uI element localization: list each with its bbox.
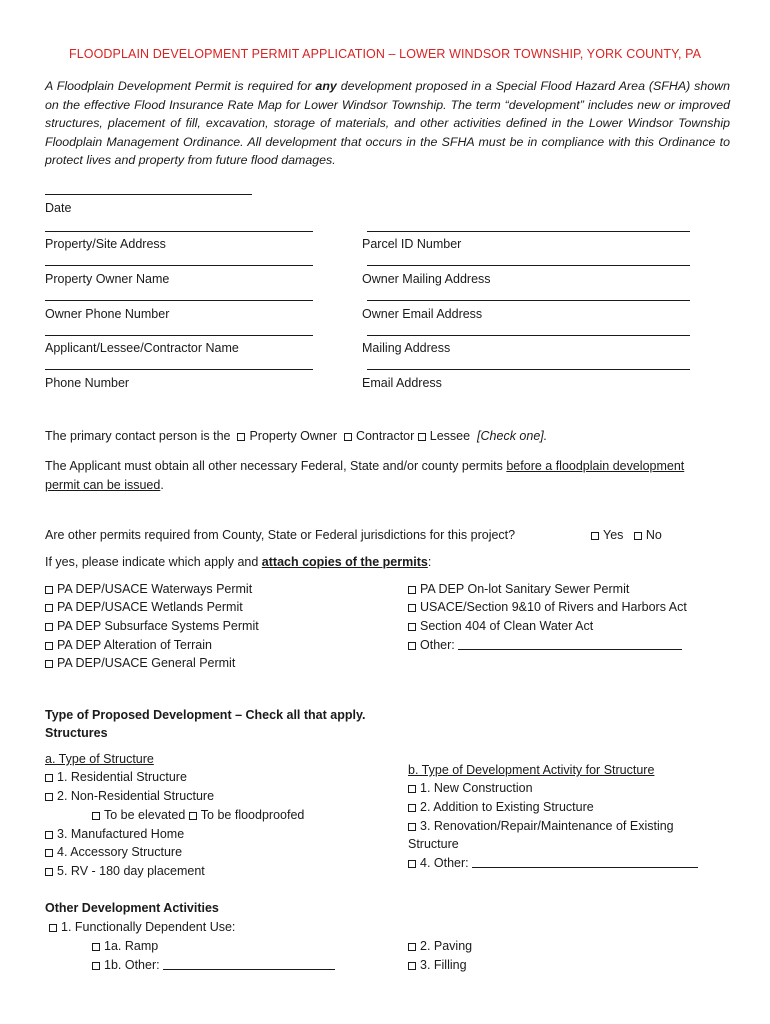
owner-mailing-label: Owner Mailing Address <box>362 272 491 286</box>
permit-item: Section 404 of Clean Water Act <box>408 619 593 633</box>
activity-item: 1. New Construction <box>408 781 533 795</box>
owner-email-label: Owner Email Address <box>362 307 483 321</box>
permit-checkbox[interactable] <box>408 623 416 631</box>
other-activity-checkbox[interactable] <box>408 943 416 951</box>
indicate-permits-label: If yes, please indicate which apply and attach copies of the permits: <box>45 555 432 569</box>
lessee-checkbox[interactable] <box>418 433 426 441</box>
no-label: No <box>645 528 662 542</box>
structure-type-heading: a. Type of Structure <box>45 752 154 766</box>
no-checkbox[interactable] <box>634 532 642 540</box>
permit-item: PA DEP/USACE Waterways Permit <box>45 582 252 596</box>
intro-paragraph: A Floodplain Development Permit is required for any development proposed in a Special Flood Hazard Area (SFHA) shown on the effective Flood Insurance Rate Map for Lower Windsor Township. The term “development” includes new or improved structures, placement of fill, excavation, storage of materials, and other activities defined in the Lower Windsor Township Floodplain Management Ordinance. All development that occurs in the SFHA must be in compliance with this Ordinance to protect lives and property from future flood damages. <box>45 79 731 168</box>
owner-email-field[interactable] <box>367 300 690 301</box>
parcel-id-field[interactable] <box>367 231 690 232</box>
structure-checkbox[interactable] <box>45 831 53 839</box>
email-field[interactable] <box>367 369 690 370</box>
yes-checkbox[interactable] <box>591 532 599 540</box>
permit-other-field[interactable] <box>458 638 682 650</box>
activity-item-continued: Structure <box>408 837 459 851</box>
mailing-address-label: Mailing Address <box>362 341 451 355</box>
yes-label: Yes <box>603 528 624 542</box>
other-activity-item: 3. Filling <box>408 958 467 972</box>
activity-type-heading: b. Type of Development Activity for Structure <box>408 763 655 777</box>
page-title: FLOODPLAIN DEVELOPMENT PERMIT APPLICATION – LOWER WINDSOR TOWNSHIP, YORK COUNTY, PA <box>69 47 702 61</box>
permit-checkbox[interactable] <box>45 604 53 612</box>
other-activity-item: 1a. Ramp <box>92 939 158 953</box>
owner-phone-field[interactable] <box>45 300 313 301</box>
structure-checkbox[interactable] <box>45 774 53 782</box>
permit-checkbox[interactable] <box>45 642 53 650</box>
date-field[interactable] <box>45 194 252 195</box>
floodproofed-label: To be floodproofed <box>200 808 305 822</box>
check-one-note: [Check one]. <box>477 429 548 443</box>
other-activity-other-field[interactable] <box>163 958 335 970</box>
permits-note: The Applicant must obtain all other necessary Federal, State and/or county permits before a floodplain development permit can be issued. <box>45 459 685 492</box>
activity-item: 4. Other: <box>408 856 698 870</box>
property-address-label: Property/Site Address <box>45 237 166 251</box>
other-activity-item: 1b. Other: <box>92 958 335 972</box>
activity-checkbox[interactable] <box>408 804 416 812</box>
date-label: Date <box>45 201 72 215</box>
phone-field[interactable] <box>45 369 313 370</box>
activity-other-field[interactable] <box>472 856 698 868</box>
email-label: Email Address <box>362 376 442 390</box>
owner-name-field[interactable] <box>45 265 313 266</box>
activity-checkbox[interactable] <box>408 785 416 793</box>
permit-item: PA DEP Subsurface Systems Permit <box>45 619 259 633</box>
elevated-checkbox[interactable] <box>92 812 100 820</box>
permit-checkbox[interactable] <box>408 586 416 594</box>
contractor-label: Contractor <box>355 429 415 443</box>
applicant-name-label: Applicant/Lessee/Contractor Name <box>45 341 239 355</box>
lessee-label: Lessee <box>429 429 471 443</box>
permit-checkbox[interactable] <box>408 642 416 650</box>
floodproofed-checkbox[interactable] <box>189 812 197 820</box>
primary-contact-row <box>45 429 547 443</box>
owner-phone-label: Owner Phone Number <box>45 307 170 321</box>
owner-mailing-field[interactable] <box>367 265 690 266</box>
primary-contact-label: The primary contact person is the <box>45 429 231 443</box>
mailing-address-field[interactable] <box>367 335 690 336</box>
permit-item: PA DEP Alteration of Terrain <box>45 638 212 652</box>
permit-checkbox[interactable] <box>45 623 53 631</box>
activity-checkbox[interactable] <box>408 860 416 868</box>
property-address-field[interactable] <box>45 231 313 232</box>
structure-item: 2. Non-Residential Structure <box>45 789 214 803</box>
elevated-label: To be elevated <box>104 808 186 822</box>
permit-checkbox[interactable] <box>408 604 416 612</box>
structure-checkbox[interactable] <box>45 868 53 876</box>
owner-name-label: Property Owner Name <box>45 272 170 286</box>
structure-item: 1. Residential Structure <box>45 770 187 784</box>
permit-item: USACE/Section 9&10 of Rivers and Harbors Act <box>408 600 687 614</box>
other-activity-checkbox[interactable] <box>92 962 100 970</box>
structure-checkbox[interactable] <box>45 849 53 857</box>
other-activity-item: 1. Functionally Dependent Use: <box>49 920 235 934</box>
other-activity-checkbox[interactable] <box>49 924 57 932</box>
structure-item: 5. RV - 180 day placement <box>45 864 205 878</box>
other-activities-heading: Other Development Activities <box>45 901 219 915</box>
activity-checkbox[interactable] <box>408 823 416 831</box>
permit-item: PA DEP/USACE Wetlands Permit <box>45 600 243 614</box>
yes-no-options <box>591 528 662 542</box>
permit-item: PA DEP/USACE General Permit <box>45 656 235 670</box>
permit-checkbox[interactable] <box>45 586 53 594</box>
permit-checkbox[interactable] <box>45 660 53 668</box>
structure-item: 4. Accessory Structure <box>45 845 182 859</box>
permit-item: PA DEP On-lot Sanitary Sewer Permit <box>408 582 629 596</box>
property-owner-label: Property Owner <box>249 429 337 443</box>
applicant-name-field[interactable] <box>45 335 313 336</box>
other-activity-item: 2. Paving <box>408 939 472 953</box>
other-permits-question: Are other permits required from County, State or Federal jurisdictions for this project? <box>45 528 516 542</box>
parcel-id-label: Parcel ID Number <box>362 237 462 251</box>
other-activity-checkbox[interactable] <box>408 962 416 970</box>
floodproof-options <box>92 808 304 822</box>
development-heading: Type of Proposed Development – Check all that apply. <box>45 708 366 722</box>
activity-item: 3. Renovation/Repair/Maintenance of Existing <box>408 819 674 833</box>
activity-item: 2. Addition to Existing Structure <box>408 800 594 814</box>
structure-item: 3. Manufactured Home <box>45 827 184 841</box>
phone-label: Phone Number <box>45 376 130 390</box>
structures-heading: Structures <box>45 726 108 740</box>
permit-item: Other: <box>408 638 682 652</box>
structure-checkbox[interactable] <box>45 793 53 801</box>
other-activity-checkbox[interactable] <box>92 943 100 951</box>
contractor-checkbox[interactable] <box>344 433 352 441</box>
property-owner-checkbox[interactable] <box>237 433 245 441</box>
